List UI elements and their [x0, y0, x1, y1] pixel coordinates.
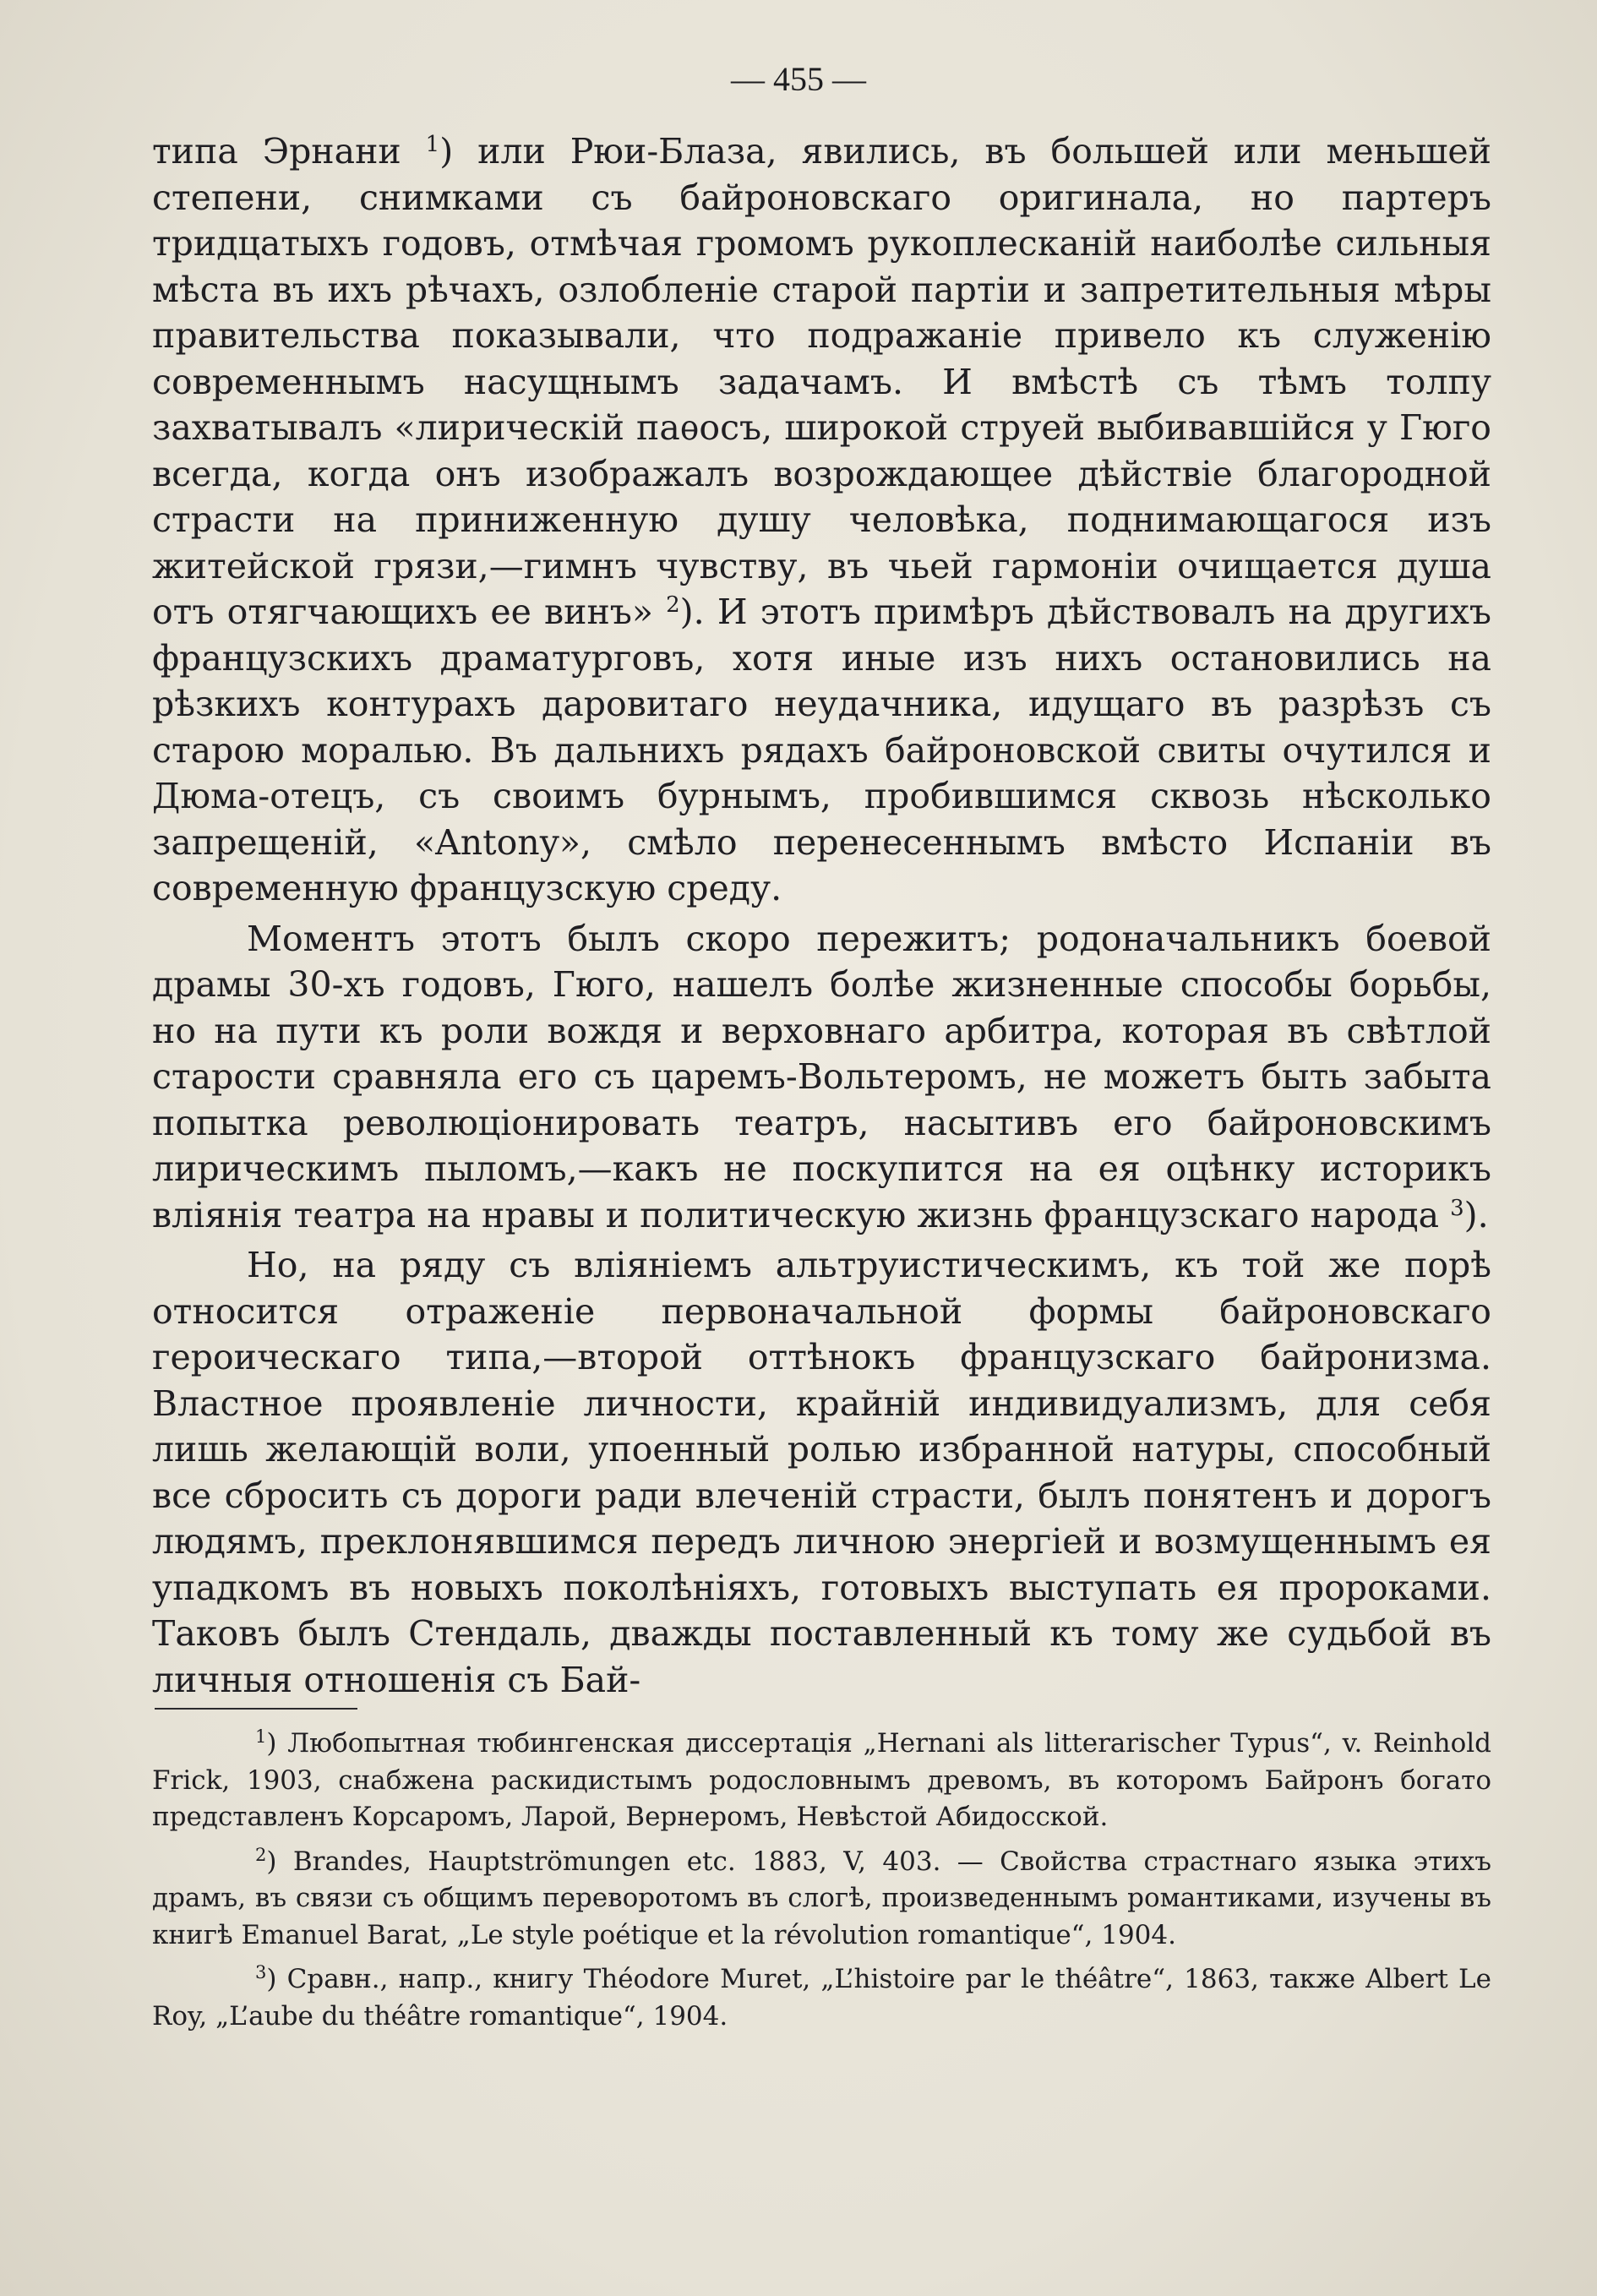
paragraph-1 — [152, 128, 1491, 912]
footnote-2-marker: 2 — [255, 1844, 267, 1865]
footnote-3-marker: 3 — [255, 1962, 267, 1982]
footnotes — [152, 1726, 1491, 2042]
footnote-2 — [152, 1844, 1491, 1955]
paragraph-3-text: Но, на ряду съ вліяніемъ альтруистическимъ, къ той же порѣ относится отраженіе первоначальной формы байроновскаго героическаго типа,—второй оттѣнокъ французскаго байронизма. Властное проявленіе личности, крайній индивидуализмъ, для себя лишь желающій воли, упоенный ролью избранной натуры, способный все сбросить съ дороги ради влеченій страсти, былъ понятенъ и дорогъ людямъ, преклонявшимся передъ личною энергіей и возмущеннымъ ея упадкомъ въ новыхъ поколѣніяхъ, готовыхъ выступать ея пророками. Таковъ былъ Стендаль, дважды поставленный къ тому же судьбой въ личныя отношенія съ Бай- — [152, 1245, 1491, 1700]
paragraph-1-part-b: ) или Рюи-Блаза, явились, въ большей или меньшей степени, снимками съ байроновскаго оригинала, но партеръ тридцатыхъ годовъ, отмѣчая громомъ рукоплесканій наиболѣе сильныя мѣста въ ихъ рѣчахъ, озлобленіе старой партіи и запретительныя мѣры правительства показывали, что подражаніе привело къ служенію современнымъ насущнымъ задачамъ. И вмѣстѣ съ тѣмъ толпу захватывалъ «лирическій паѳосъ, широкой струей выбивавшійся у Гюго всегда, когда онъ изображалъ возрождающее дѣйствіе благородной страсти на приниженную душу человѣка, поднимающагося изъ житейской грязи,—гимнъ чувству, въ чьей гармоніи очищается душа отъ отягчающихъ ее винъ» — [152, 131, 1491, 632]
footnote-1 — [152, 1726, 1491, 1836]
page-number: — 455 — — [731, 60, 866, 98]
paragraph-2-part-b: ). — [1463, 1194, 1489, 1235]
paragraph-1-part-c: ). И этотъ примѣръ дѣйствовалъ на другихъ французскихъ драматурговъ, хотя иные изъ нихъ остановились на рѣзкихъ контурахъ даровитаго неудачника, идущаго въ разрѣзъ съ старою моралью. Въ дальнихъ рядахъ байроновской свиты очутился и Дюма-отецъ, съ своимъ бурнымъ, пробившимся сквозь нѣсколько запрещеній, «Antony», смѣло перенесеннымъ вмѣсто Испаніи въ современную французскую среду. — [152, 592, 1492, 908]
paragraph-3 — [152, 1242, 1491, 1703]
footnote-ref-1[interactable]: 1 — [425, 132, 440, 157]
footnote-1-text: ) Любопытная тюбингенская диссертація „Hernani als litterarischer Typus“, v. Reinhold Frick, 1903, снабжена раскидистымъ родословнымъ древомъ, въ которомъ Байронъ богато представленъ Корсаромъ, Ларой, Вернеромъ, Невѣстой Абидосской. — [152, 1728, 1491, 1832]
paragraph-1-part-a: типа Эрнани — [152, 131, 426, 172]
footnote-3 — [152, 1961, 1491, 2035]
main-text — [152, 128, 1491, 1703]
footnote-3-text: ) Сравн., напр., книгу Théodore Muret, „L’histoire par le théâtre“, 1863, также Albert Le Roy, „L’aube du théâtre romantique“, 1904. — [152, 1964, 1491, 2031]
footnote-ref-2[interactable]: 2 — [666, 592, 680, 618]
footnote-ref-3[interactable]: 3 — [1450, 1195, 1464, 1221]
paragraph-2 — [152, 916, 1491, 1239]
footnote-1-marker: 1 — [255, 1726, 267, 1747]
paragraph-2-part-a: Моментъ этотъ былъ скоро пережитъ; родоначальникъ боевой драмы 30-хъ годовъ, Гюго, нашелъ болѣе жизненные способы борьбы, но на пути къ роли вождя и верховнаго арбитра, которая въ свѣтлой старости сравняла его съ царемъ-Вольтеромъ, не можетъ быть забыта попытка революціонировать театръ, насытивъ его байроновскимъ лирическимъ пыломъ,—какъ не поскупится на ея оцѣнку историкъ вліянія театра на нравы и политическую жизнь французскаго народа — [152, 918, 1491, 1235]
footnote-divider — [155, 1708, 357, 1710]
footnote-2-text: ) Brandes, Hauptströmungen etc. 1883, V, 403. — Свойства страстнаго языка этихъ драмъ, въ связи съ общимъ переворотомъ въ слогѣ, произведеннымъ романтиками, изучены въ книгѣ Emanuel Barat, „Le style poétique et la révolution romantique“, 1904. — [152, 1846, 1491, 1950]
